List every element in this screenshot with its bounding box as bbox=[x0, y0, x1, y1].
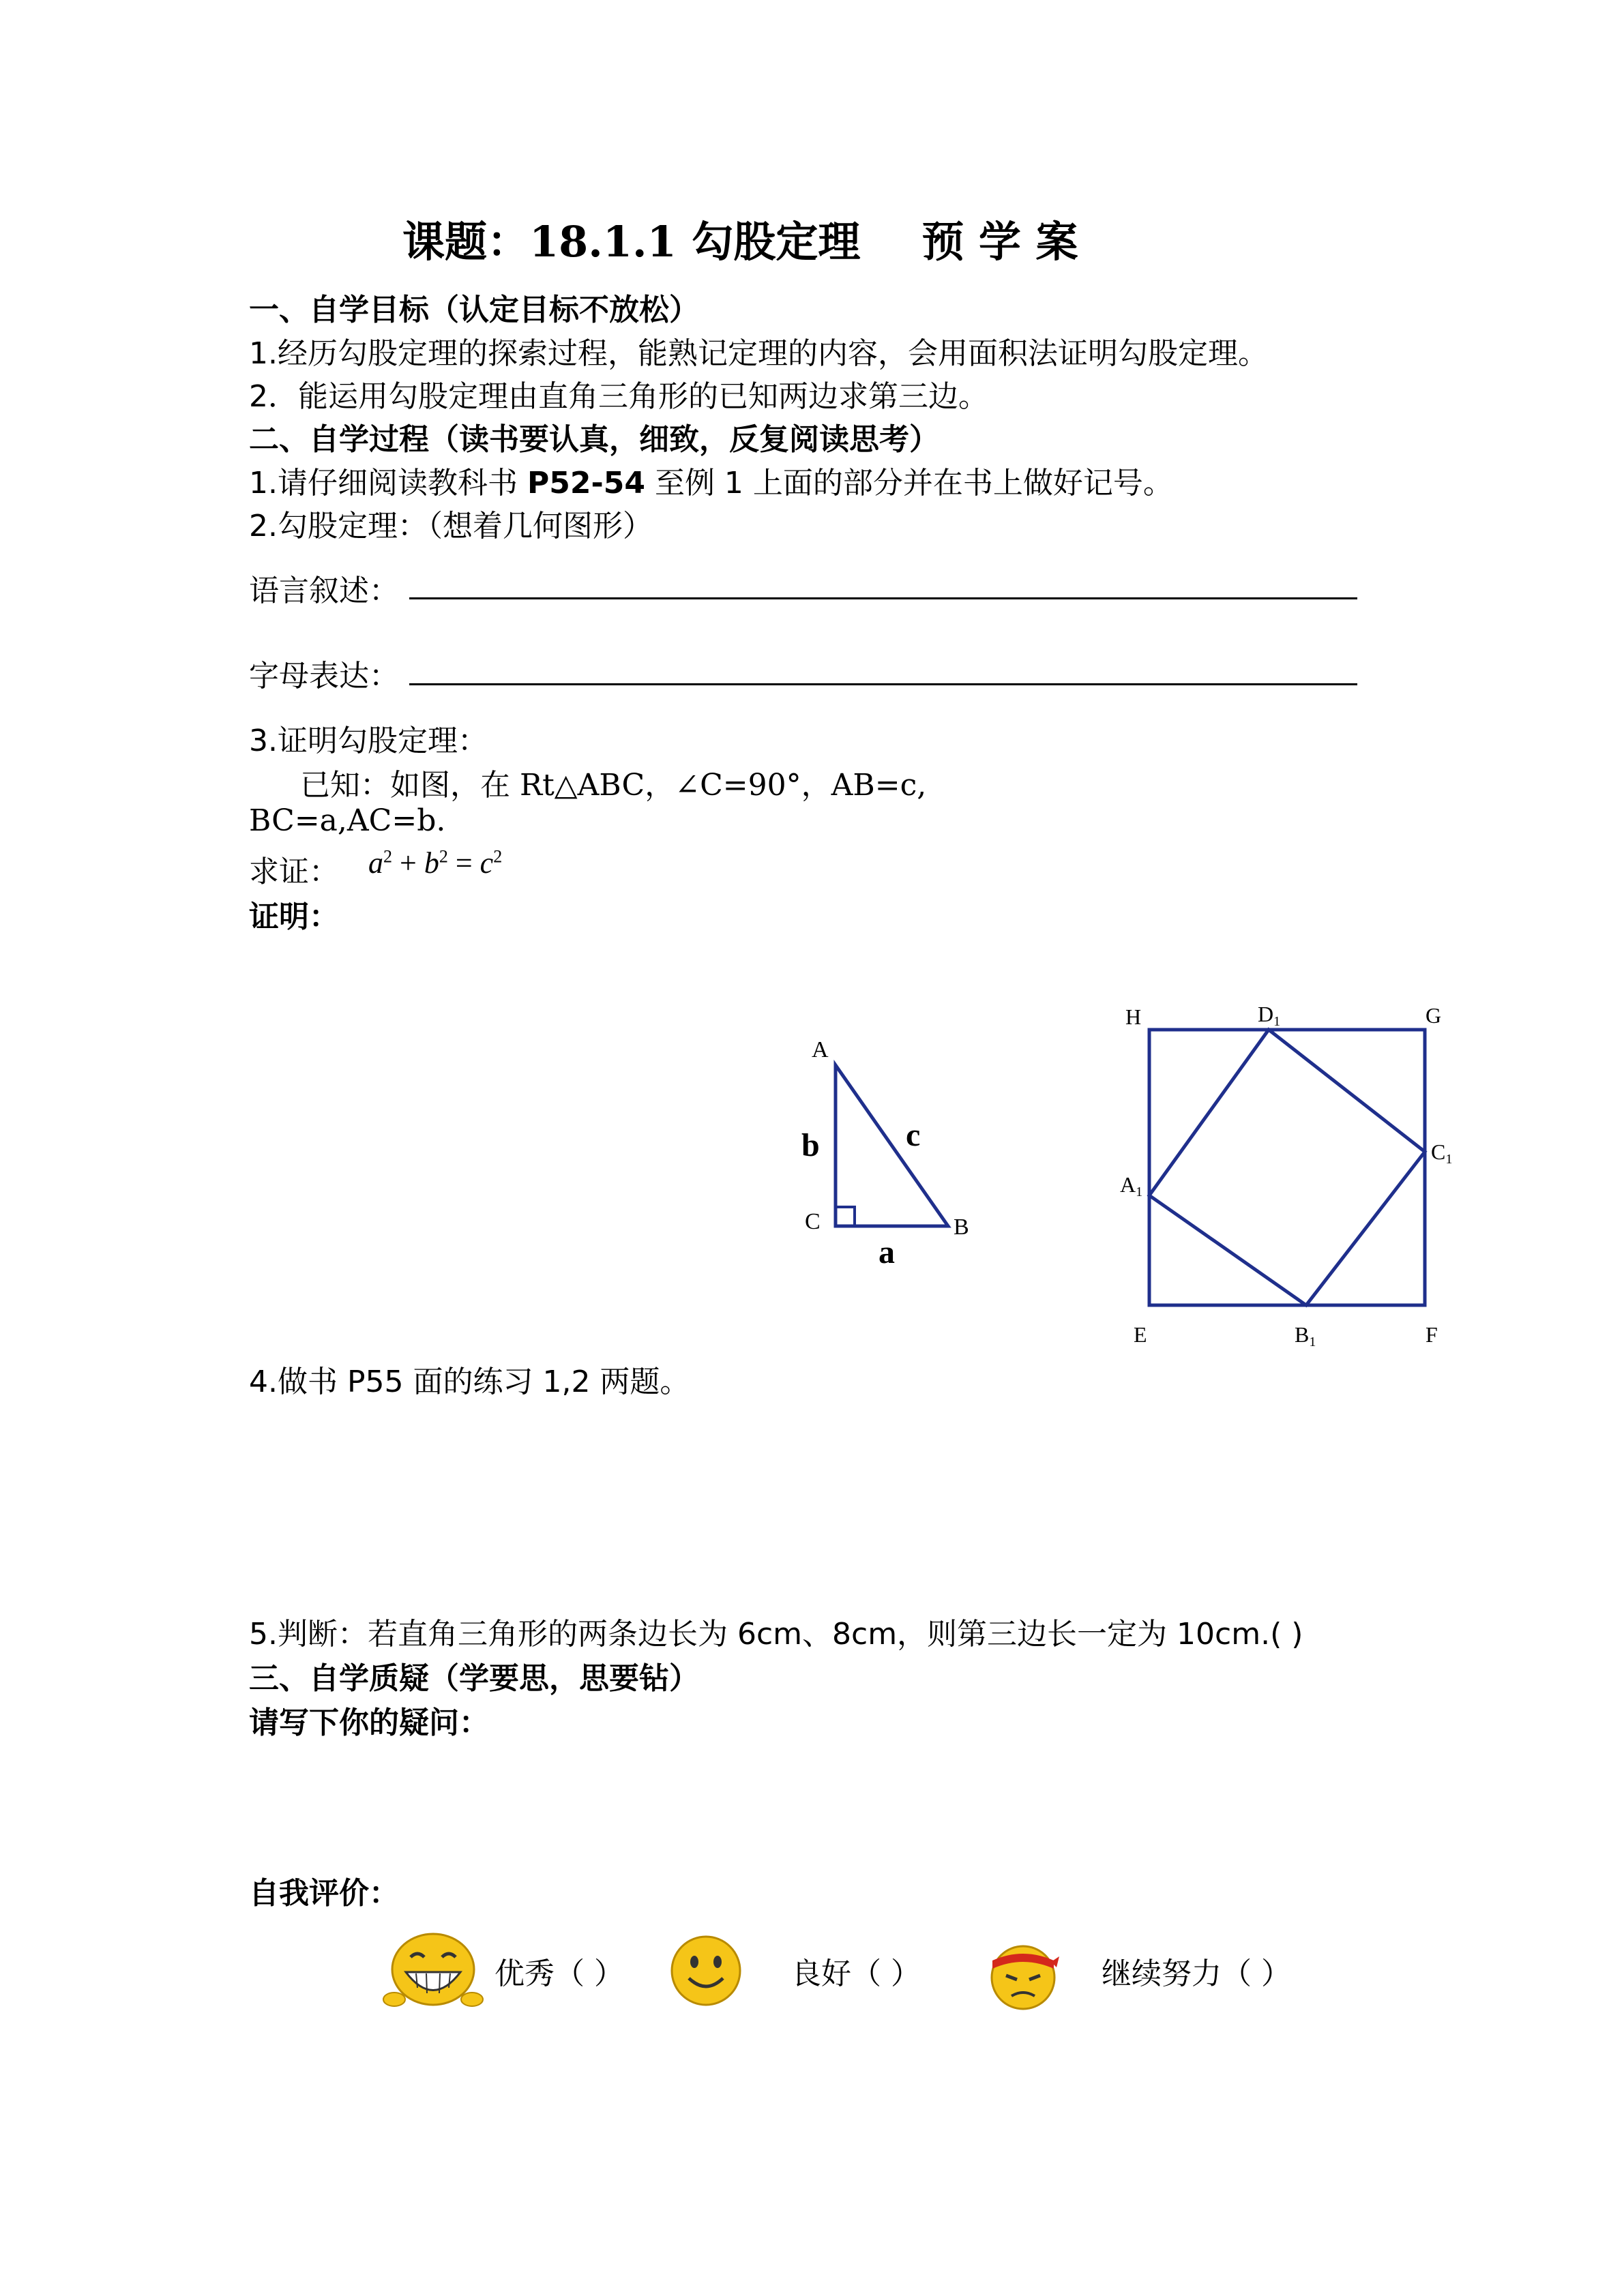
process-step-2: 2.勾股定理：（想着几何图形） bbox=[249, 509, 653, 543]
right-triangle-figure bbox=[784, 1023, 989, 1282]
point-d1-label: D1 bbox=[1258, 1002, 1281, 1029]
questions-heading: 三、自学质疑（学要思，思要钻） bbox=[249, 1661, 699, 1696]
corner-g-label: G bbox=[1426, 1003, 1442, 1028]
side-b-label: b bbox=[801, 1127, 820, 1163]
inner-square-a1b1c1d1 bbox=[1149, 1030, 1425, 1305]
point-c1-label: C1 bbox=[1431, 1139, 1453, 1167]
vertex-a-label: A bbox=[812, 1037, 829, 1062]
triangle-abc bbox=[836, 1065, 948, 1226]
process-heading: 二、自学过程（读书要认真，细致，反复阅读思考） bbox=[249, 422, 939, 457]
outer-square-efgh bbox=[1149, 1030, 1425, 1305]
verbal-label: 语言叙述： bbox=[249, 573, 399, 608]
prove-formula: $a^2 + b^2 = c^2$ bbox=[368, 846, 503, 880]
corner-f-label: F bbox=[1426, 1322, 1438, 1347]
self-eval-label: 自我评价： bbox=[249, 1876, 399, 1911]
goal-item-2: 2．能运用勾股定理由直角三角形的已知两边求第三边。 bbox=[249, 379, 988, 414]
title-tail: 预 学 案 bbox=[921, 217, 1078, 267]
eval-option-excellent[interactable]: 优秀（ ） bbox=[494, 1956, 624, 1991]
square-figure bbox=[1105, 996, 1487, 1350]
laughing-face-icon bbox=[382, 1930, 484, 2012]
corner-e-label: E bbox=[1134, 1322, 1147, 1347]
page-title bbox=[402, 208, 1078, 269]
prove-label: 求证： bbox=[249, 854, 339, 889]
symbol-answer-line[interactable] bbox=[409, 683, 1357, 685]
right-angle-mark bbox=[836, 1207, 855, 1226]
given-line-2: BC=a,AC=b. bbox=[249, 803, 446, 838]
step1-pages: P52-54 bbox=[527, 466, 645, 501]
given-line-1: 已知：如图，在 Rt△ABC，∠C=90°，AB=c, bbox=[300, 768, 927, 803]
point-a1-label: A1 bbox=[1120, 1172, 1143, 1199]
corner-h-label: H bbox=[1125, 1004, 1142, 1029]
proof-label: 证明： bbox=[249, 899, 339, 934]
process-step-1 bbox=[249, 458, 1173, 502]
step1-suffix: 至例 1 上面的部分并在书上做好记号。 bbox=[645, 466, 1173, 501]
eval-option-good[interactable]: 良好（ ） bbox=[791, 1956, 921, 1991]
smiling-face-icon bbox=[668, 1933, 743, 2008]
process-step-5: 5.判断：若直角三角形的两条边长为 6cm、8cm，则第三边长一定为 10cm.( ) bbox=[249, 1617, 1303, 1652]
questions-prompt: 请写下你的疑问： bbox=[249, 1705, 489, 1740]
title-main: 课题：18.1.1 勾股定理 bbox=[402, 217, 861, 267]
step1-prefix: 1.请仔细阅读教科书 bbox=[249, 466, 527, 501]
symbol-label: 字母表达： bbox=[249, 659, 399, 694]
point-b1-label: B1 bbox=[1295, 1322, 1316, 1350]
goals-heading: 一、自学目标（认定目标不放松） bbox=[249, 293, 699, 327]
verbal-answer-line[interactable] bbox=[409, 597, 1357, 599]
determined-face-icon bbox=[986, 1940, 1061, 2012]
side-a-label: a bbox=[879, 1234, 895, 1270]
eval-option-keep-trying[interactable]: 继续努力（ ） bbox=[1102, 1956, 1291, 1991]
process-step-4: 4.做书 P55 面的练习 1,2 两题。 bbox=[249, 1365, 690, 1399]
goal-item-1: 1.经历勾股定理的探索过程，能熟记定理的内容，会用面积法证明勾股定理。 bbox=[249, 336, 1268, 371]
process-step-3: 3.证明勾股定理： bbox=[249, 724, 488, 758]
vertex-c-label: C bbox=[805, 1209, 821, 1234]
vertex-b-label: B bbox=[954, 1214, 969, 1240]
side-c-label: c bbox=[906, 1117, 921, 1153]
